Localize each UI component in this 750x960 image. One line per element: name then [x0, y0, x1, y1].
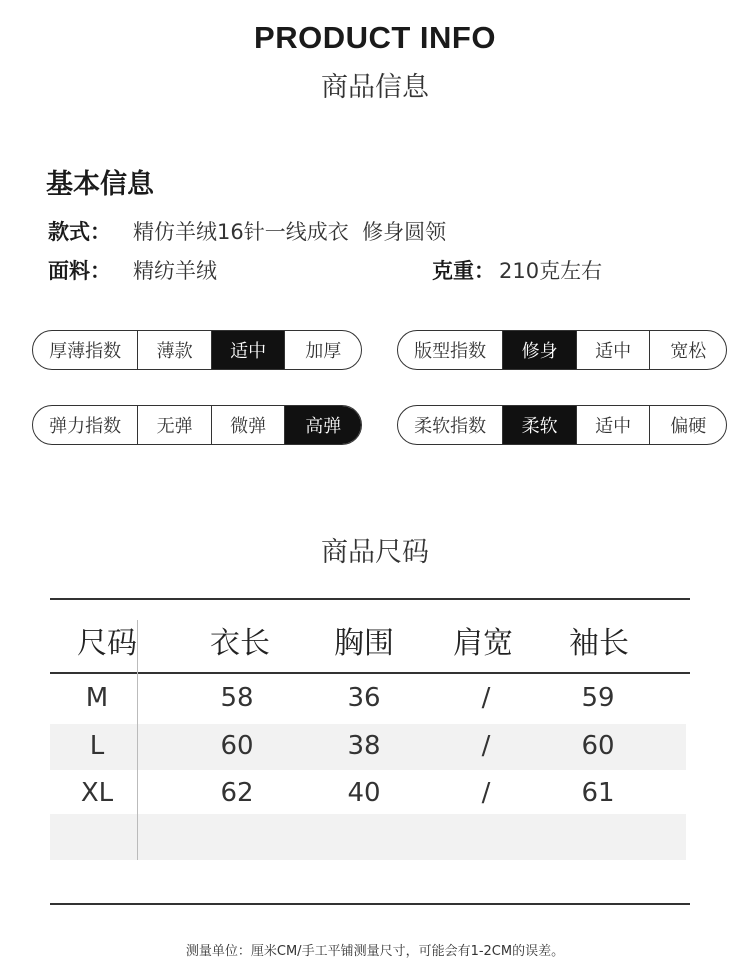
header-shoulder: 肩宽	[453, 626, 513, 661]
style-row	[48, 216, 446, 246]
cell-chest: 40	[347, 778, 381, 808]
index-option-selected: 柔软	[502, 406, 576, 444]
index-option-selected: 高弹	[284, 406, 361, 444]
index-label: 版型指数	[414, 341, 487, 362]
title-english: PRODUCT INFO	[254, 20, 496, 55]
cell-shoulder: /	[481, 683, 491, 713]
fabric-value: 精纺羊绒	[133, 259, 217, 283]
index-label: 厚薄指数	[49, 341, 122, 362]
index-label: 弹力指数	[49, 416, 122, 437]
cell-chest: 36	[347, 683, 381, 713]
cell-size: M	[85, 683, 109, 713]
index-option: 宽松	[649, 331, 726, 369]
index-option-selected: 修身	[502, 331, 576, 369]
index-option: 薄款	[137, 331, 211, 369]
fabric-label: 面料：	[48, 259, 111, 283]
index-option: 偏硬	[649, 406, 726, 444]
cell-shoulder: /	[481, 778, 491, 808]
weight-value: 210克左右	[499, 259, 603, 283]
weight-label: 克重：	[432, 259, 495, 283]
cell-sleeve: 60	[581, 731, 615, 761]
weight-row	[432, 255, 602, 285]
fit-index	[397, 330, 727, 370]
header-length: 衣长	[210, 626, 270, 661]
cell-length: 60	[220, 731, 254, 761]
cell-sleeve: 61	[581, 778, 615, 808]
cell-shoulder: /	[481, 731, 491, 761]
cell-size: L	[89, 731, 105, 761]
elasticity-index	[32, 405, 362, 445]
index-option: 适中	[576, 331, 650, 369]
cell-size: XL	[80, 778, 114, 808]
header-size: 尺码	[77, 626, 137, 661]
table-top-rule	[50, 598, 690, 600]
fabric-row	[48, 255, 217, 285]
row-band	[50, 814, 686, 860]
index-option: 加厚	[284, 331, 361, 369]
size-table-title: 商品尺码	[321, 537, 429, 568]
measurement-note: 测量单位：厘米CM/手工平铺测量尺寸，可能会有1-2CM的误差。	[185, 944, 565, 959]
thickness-index	[32, 330, 362, 370]
cell-length: 62	[220, 778, 254, 808]
basic-info-heading: 基本信息	[46, 169, 154, 200]
index-option-selected: 适中	[211, 331, 285, 369]
index-option: 适中	[576, 406, 650, 444]
cell-chest: 38	[347, 731, 381, 761]
style-label: 款式：	[48, 220, 111, 244]
index-label: 柔软指数	[414, 416, 487, 437]
header-chest: 胸围	[334, 626, 394, 661]
cell-length: 58	[220, 683, 254, 713]
index-option: 无弹	[137, 406, 211, 444]
softness-index	[397, 405, 727, 445]
table-bottom-rule	[50, 903, 690, 905]
header-sleeve: 袖长	[569, 626, 629, 661]
table-header-rule	[50, 672, 690, 674]
style-value: 精仿羊绒16针一线成衣 修身圆领	[133, 220, 447, 244]
cell-sleeve: 59	[581, 683, 615, 713]
index-option: 微弹	[211, 406, 285, 444]
title-chinese: 商品信息	[321, 72, 429, 103]
